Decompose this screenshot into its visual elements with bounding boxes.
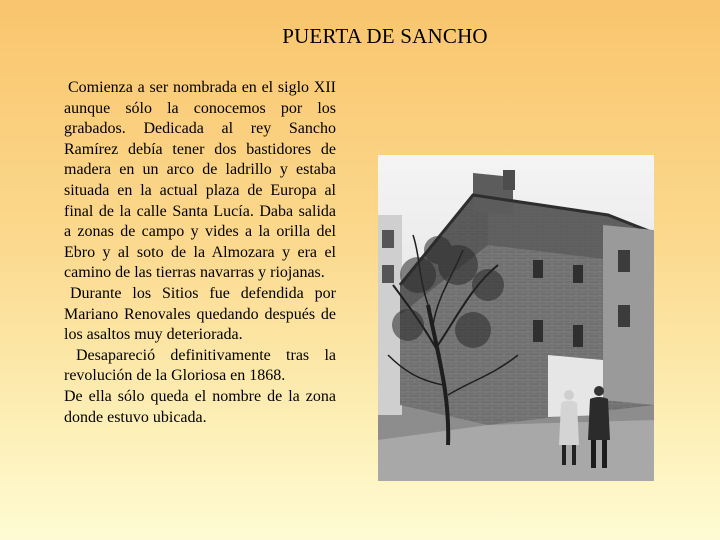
paragraph-disappearance: Desapareció definitivamente tras la revolución de la Gloriosa en 1868. [64,346,336,385]
photo-building-illustration [378,155,654,481]
historic-photo [378,155,654,481]
paragraph-sitios: Durante los Sitios fue defendida por Mariano Renovales quedando después de los asaltos muy deteriorada. [64,284,336,344]
slide-title: PUERTA DE SANCHO [282,24,488,48]
body-text [64,78,336,428]
paragraph-history: Comienza a ser nombrada en el siglo XII aunque sólo la conocemos por los grabados. Dedicada al rey Sancho Ramírez debía tener dos bastidores de madera en un arco de ladrillo y estaba situada en la actual plaza de Europa al final de la calle Santa Lucía. Daba salida a zonas de campo y vides a la orilla del Ebro y al soto de la Almozara y era el camino de las tierras navarras y riojanas. [64,79,336,282]
paragraph-legacy: De ella sólo queda el nombre de la zona donde estuvo ubicada. [64,387,336,426]
